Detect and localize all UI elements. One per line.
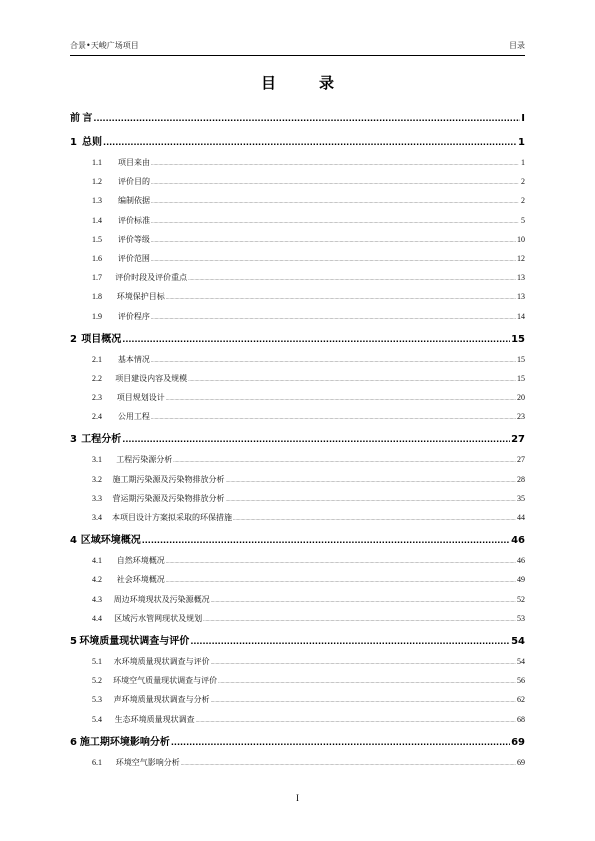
toc-entry-title: 水环境质量现状调查与评价	[113, 656, 210, 666]
toc-entry-page: 44	[517, 513, 525, 522]
toc-section-entry[interactable]	[70, 507, 525, 526]
toc-dot-leader	[151, 200, 520, 205]
toc-dot-leader	[188, 277, 516, 282]
toc-entry-page: 23	[517, 412, 525, 422]
toc-entry-page: 35	[517, 493, 525, 503]
toc-section-entry[interactable]	[70, 190, 525, 209]
toc-entry-number: 4.1	[92, 556, 102, 566]
toc-entry-number: 4.4	[92, 613, 102, 623]
toc-dot-leader	[122, 335, 510, 344]
toc-dot-leader	[203, 618, 516, 623]
toc-entry-number: 5.3	[92, 695, 102, 705]
toc-section-entry[interactable]	[70, 248, 525, 267]
toc-entry-title: 环境质量现状调查与评价	[79, 635, 190, 647]
toc-section-entry[interactable]	[70, 152, 525, 171]
toc-entry-title: 环境保护目标	[116, 292, 165, 302]
toc-entry-title: 公用工程	[117, 412, 150, 422]
toc-section-entry[interactable]	[70, 589, 525, 608]
toc-section-entry[interactable]	[70, 449, 525, 468]
toc-entry-title: 自然环境概况	[116, 556, 165, 566]
toc-entry-title: 评价目的	[118, 177, 150, 187]
toc-entry-title: 本项目设计方案拟采取的环保措施	[112, 513, 233, 522]
toc-dot-leader	[142, 536, 510, 545]
toc-section-entry[interactable]	[70, 306, 525, 325]
toc-entry-page: 68	[517, 714, 525, 724]
toc-section-entry[interactable]	[70, 349, 525, 368]
toc-entry-page: 52	[517, 594, 525, 604]
toc-section-entry[interactable]	[70, 368, 525, 387]
toc-dot-leader	[226, 479, 516, 484]
toc-entry-page: 69	[517, 757, 525, 767]
toc-dot-leader	[151, 258, 516, 263]
header-section-name: 目录	[509, 41, 525, 50]
toc-entry-number: 2.3	[92, 393, 102, 403]
toc-entry-title: 施工期污染源及污染物排放分析	[112, 474, 225, 484]
toc-dot-leader	[166, 397, 516, 402]
toc-section-entry[interactable]	[70, 267, 525, 286]
toc-entry-number: 1.9	[92, 311, 102, 321]
toc-entry-page: 27	[517, 455, 525, 465]
toc-entry-page: 2	[521, 177, 525, 187]
toc-entry-number: 2	[70, 333, 77, 345]
toc-dot-leader	[188, 378, 516, 383]
toc-entry-title: 声环境质量现状调查与分析	[113, 695, 210, 705]
toc-section-entry[interactable]	[70, 651, 525, 670]
header-divider	[70, 55, 525, 56]
toc-entry-page: 20	[517, 393, 525, 403]
toc-entry-number: 3.2	[92, 474, 102, 484]
toc-entry-title: 生态环境质量现状调查	[114, 714, 195, 724]
toc-entry-page: I	[521, 113, 525, 124]
toc-dot-leader	[171, 738, 510, 747]
toc-entry-number: 3.4	[92, 513, 102, 522]
toc-dot-leader	[151, 316, 516, 321]
toc-section-entry[interactable]	[70, 670, 525, 689]
toc-entry-number: 3.1	[92, 455, 102, 465]
toc-chapter-entry[interactable]	[70, 728, 525, 752]
page-header	[70, 40, 525, 54]
toc-entry-page: 46	[517, 556, 525, 566]
toc-entry-number: 1.5	[92, 234, 102, 244]
toc-entry-number: 1.1	[92, 158, 102, 167]
toc-entry-number: 3	[70, 434, 77, 446]
toc-entry-page: 5	[521, 215, 525, 225]
toc-section-entry[interactable]	[70, 608, 525, 627]
toc-dot-leader	[226, 498, 516, 503]
toc-entry-title: 周边环境现状及污染源概况	[113, 594, 210, 604]
toc-entry-title: 评价范围	[117, 253, 150, 263]
toc-section-entry[interactable]	[70, 210, 525, 229]
toc-section-entry[interactable]	[70, 286, 525, 305]
toc-entry-page: 27	[511, 434, 525, 446]
toc-entry-title: 评价程序	[117, 311, 150, 321]
toc-entry-title: 编制依据	[118, 196, 150, 206]
toc-entry-page: 12	[517, 253, 525, 263]
toc-entry-title: 言	[82, 113, 93, 124]
toc-dot-leader	[103, 138, 517, 147]
toc-entry-page: 10	[517, 234, 525, 244]
toc-entry-number: 3.3	[92, 493, 102, 503]
toc-dot-leader	[218, 680, 516, 685]
toc-section-entry[interactable]	[70, 752, 525, 771]
toc-entry-number: 5.1	[92, 656, 102, 666]
toc-section-entry[interactable]	[70, 387, 525, 406]
toc-chapter-entry[interactable]	[70, 627, 525, 651]
toc-section-entry[interactable]	[70, 689, 525, 708]
toc-chapter-entry[interactable]	[70, 425, 525, 449]
toc-entry-page: 46	[511, 535, 525, 547]
toc-chapter-entry[interactable]	[70, 104, 525, 128]
toc-dot-leader	[151, 181, 520, 186]
toc-entry-page: 56	[517, 676, 525, 686]
toc-dot-leader	[151, 359, 516, 364]
toc-entry-title: 总则	[82, 137, 103, 148]
toc-entry-title: 工程分析	[81, 434, 122, 446]
toc-entry-number: 2.1	[92, 354, 102, 364]
toc-entry-number: 6	[70, 736, 77, 748]
toc-dot-leader	[93, 114, 520, 123]
toc-entry-page: 1	[518, 137, 525, 148]
toc-entry-number: 4.3	[92, 594, 102, 604]
toc-entry-page: 53	[517, 613, 525, 623]
toc-entry-number: 前	[70, 113, 80, 124]
table-of-contents	[70, 104, 525, 771]
toc-dot-leader	[181, 762, 516, 767]
toc-dot-leader	[211, 699, 516, 704]
toc-entry-page: 54	[517, 656, 525, 666]
toc-entry-page: 69	[511, 736, 525, 748]
toc-entry-number: 5.2	[92, 676, 102, 686]
toc-chapter-entry[interactable]	[70, 526, 525, 550]
toc-entry-page: 62	[517, 695, 525, 705]
toc-section-entry[interactable]	[70, 229, 525, 248]
toc-section-entry[interactable]	[70, 569, 525, 588]
page-number: I	[296, 793, 299, 803]
toc-entry-title: 评价标准	[118, 215, 150, 225]
header-project-name: 合景•天峻广场项目	[70, 41, 139, 50]
toc-entry-page: 49	[517, 575, 525, 585]
toc-entry-title: 区域环境概况	[80, 535, 141, 547]
toc-entry-page: 15	[511, 333, 525, 345]
toc-entry-title: 基本情况	[117, 354, 150, 364]
toc-dot-leader	[166, 296, 516, 301]
toc-entry-number: 5.4	[92, 714, 102, 724]
page-title: 目 录	[260, 74, 348, 92]
toc-entry-title: 工程污染源分析	[116, 455, 173, 465]
toc-entry-number: 1.2	[92, 177, 102, 187]
toc-entry-page: 15	[517, 373, 525, 383]
toc-dot-leader	[196, 719, 516, 724]
toc-entry-title: 项目建设内容及规模	[115, 373, 188, 383]
toc-entry-title: 区域污水管网现状及规划	[114, 613, 203, 623]
toc-section-entry[interactable]	[70, 488, 525, 507]
toc-entry-number: 2.2	[92, 373, 102, 383]
toc-entry-title: 项目规划设计	[116, 393, 165, 403]
toc-dot-leader	[166, 560, 516, 565]
toc-entry-number: 4	[70, 535, 77, 547]
toc-entry-page: 13	[517, 292, 525, 302]
toc-section-entry[interactable]	[70, 171, 525, 190]
toc-entry-number: 6.1	[92, 757, 102, 767]
toc-entry-page: 14	[517, 311, 525, 321]
toc-dot-leader	[151, 162, 520, 167]
toc-dot-leader	[233, 517, 516, 522]
toc-entry-title: 环境空气质量现状调查与评价	[113, 676, 218, 686]
toc-section-entry[interactable]	[70, 709, 525, 728]
toc-dot-leader	[173, 459, 516, 464]
toc-dot-leader	[151, 220, 520, 225]
toc-dot-leader	[211, 661, 516, 666]
toc-entry-number: 1.7	[92, 273, 102, 283]
toc-chapter-entry[interactable]	[70, 128, 525, 152]
toc-entry-number: 4.2	[92, 575, 102, 585]
toc-dot-leader	[190, 637, 510, 646]
toc-entry-page: 2	[521, 196, 525, 206]
toc-dot-leader	[122, 435, 510, 444]
toc-entry-title: 施工期环境影响分析	[79, 736, 170, 748]
toc-dot-leader	[166, 579, 516, 584]
toc-dot-leader	[211, 599, 516, 604]
toc-section-entry[interactable]	[70, 406, 525, 425]
toc-entry-title: 评价时段及评价重点	[115, 273, 188, 283]
toc-entry-title: 评价等级	[117, 234, 150, 244]
toc-entry-number: 1.4	[92, 215, 102, 225]
toc-entry-title: 社会环境概况	[116, 575, 165, 585]
toc-entry-number: 2.4	[92, 412, 102, 422]
toc-entry-number: 1.6	[92, 253, 102, 263]
toc-entry-page: 54	[511, 635, 525, 647]
toc-entry-title: 项目来由	[118, 158, 150, 167]
toc-entry-page: 15	[517, 354, 525, 364]
toc-entry-title: 营运期污染源及污染物排放分析	[112, 493, 225, 503]
toc-entry-title: 项目概况	[81, 333, 122, 345]
toc-entry-page: 28	[517, 474, 525, 484]
toc-entry-page: 13	[517, 273, 525, 283]
toc-entry-number: 5	[70, 635, 77, 647]
toc-chapter-entry[interactable]	[70, 325, 525, 349]
toc-entry-title: 环境空气影响分析	[115, 757, 180, 767]
toc-entry-number: 1	[70, 137, 77, 148]
toc-entry-page: 1	[521, 158, 525, 167]
toc-section-entry[interactable]	[70, 469, 525, 488]
toc-dot-leader	[151, 416, 516, 421]
toc-entry-number: 1.3	[92, 196, 102, 206]
toc-entry-number: 1.8	[92, 292, 102, 302]
toc-dot-leader	[151, 239, 516, 244]
toc-section-entry[interactable]	[70, 550, 525, 569]
